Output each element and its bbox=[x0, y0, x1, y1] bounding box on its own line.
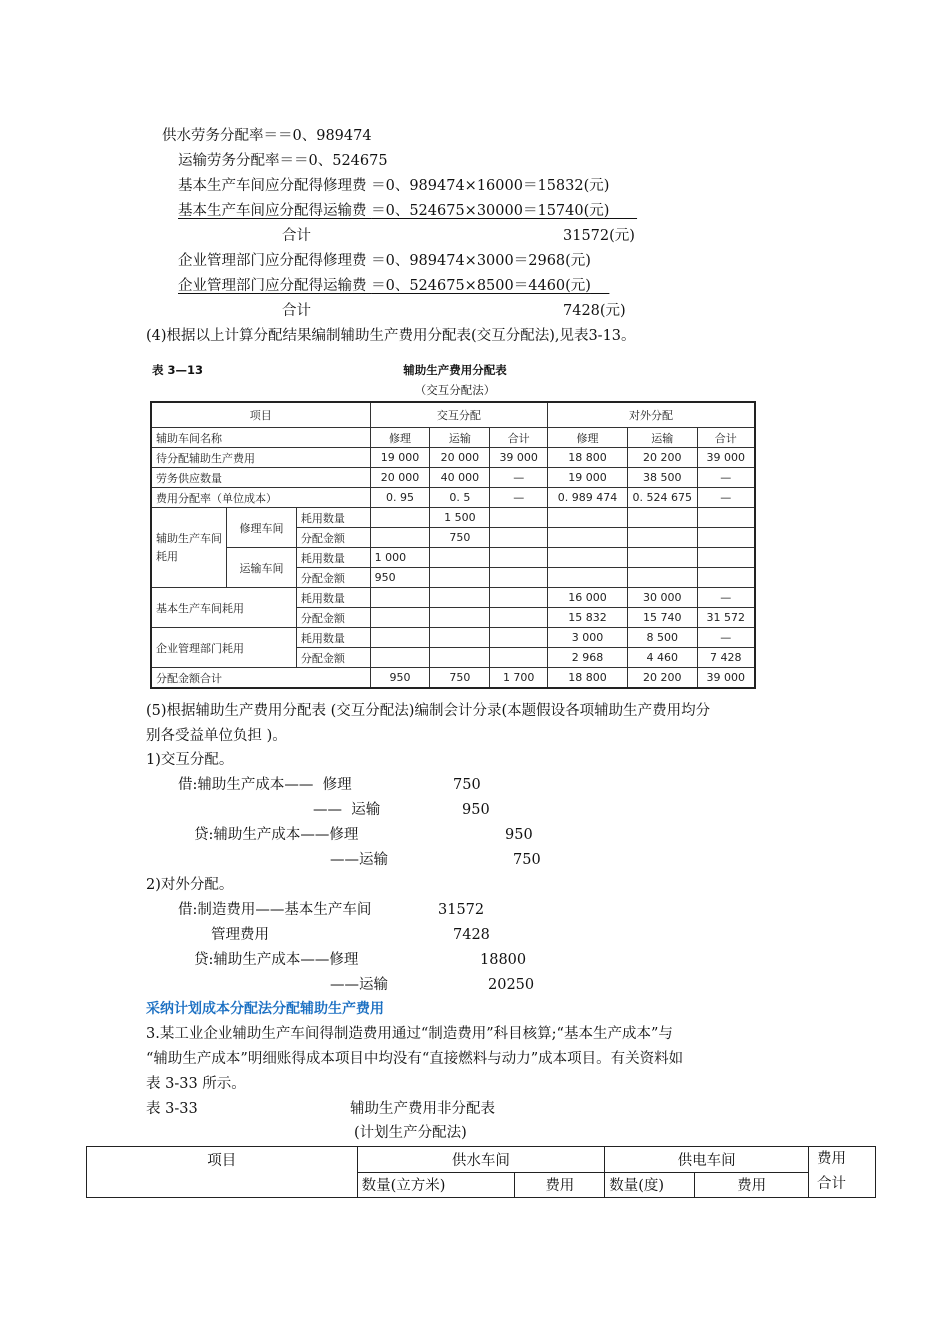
aux-label: 辅助生产车间耗用 bbox=[151, 508, 227, 588]
cell bbox=[370, 528, 430, 548]
debit-manufacturing-value: 31572 bbox=[438, 902, 485, 918]
table-row bbox=[151, 628, 755, 648]
cell bbox=[490, 588, 548, 608]
credit-transport-ext-value: 20250 bbox=[488, 977, 535, 993]
cell bbox=[490, 528, 548, 548]
cell: 18 800 bbox=[548, 668, 628, 689]
cell bbox=[548, 548, 628, 568]
cell: 耗用数量 bbox=[296, 628, 370, 648]
t33-total bbox=[809, 1147, 876, 1198]
mgmt-repair-line bbox=[178, 251, 591, 271]
cell bbox=[697, 548, 755, 568]
cell bbox=[627, 568, 697, 588]
cell: 分配金额合计 bbox=[151, 668, 370, 689]
cell: 0. 989 474 bbox=[548, 488, 628, 508]
basic-repair-label: 基本生产车间应分配得修理费 bbox=[178, 178, 367, 194]
cell bbox=[627, 548, 697, 568]
cell: 分配金额 bbox=[296, 528, 370, 548]
cell: 15 832 bbox=[548, 608, 628, 628]
total1-value: 31572(元) bbox=[563, 228, 635, 244]
cell: 2 968 bbox=[548, 648, 628, 668]
credit-repair: 贷:辅助生产成本——修理 bbox=[194, 827, 359, 843]
cell: 修理 bbox=[548, 428, 628, 448]
cell: — bbox=[490, 468, 548, 488]
cell: 39 000 bbox=[697, 448, 755, 468]
total2-value: 7428(元) bbox=[563, 303, 626, 319]
basic-repair-line bbox=[178, 176, 609, 196]
transport-rate-line: 运输劳务分配率＝＝0、524675 bbox=[178, 153, 388, 169]
transport-shop-label: 运输车间 bbox=[227, 548, 297, 588]
cell bbox=[370, 648, 430, 668]
cell: 750 bbox=[430, 528, 490, 548]
cell: 0. 5 bbox=[430, 488, 490, 508]
cell: 耗用数量 bbox=[296, 508, 370, 528]
cell bbox=[490, 508, 548, 528]
debit-manufacturing: 借:制造费用——基本生产车间 bbox=[178, 902, 372, 918]
cell: 20 000 bbox=[370, 468, 430, 488]
table-row bbox=[151, 428, 755, 448]
table-3-13-title: 辅助生产费用分配表 bbox=[403, 363, 507, 377]
section-para-line1: 3.某工业企业辅助生产车间得制造费用通过“制造费用”科目核算;“基本生产成本”与 bbox=[146, 1026, 673, 1042]
allocation-table bbox=[150, 401, 756, 689]
mgmt-repair-value: ＝0、989474×3000＝2968(元) bbox=[371, 253, 591, 269]
cell: 耗用数量 bbox=[296, 588, 370, 608]
section-heading: 采纳计划成本分配法分配辅助生产费用 bbox=[146, 1001, 384, 1017]
mgmt-transport-value: ＝0、524675×8500＝4460(元) bbox=[371, 278, 591, 294]
cell bbox=[370, 508, 430, 528]
t33-total-b: 合计 bbox=[817, 1176, 847, 1192]
cell bbox=[490, 648, 548, 668]
t33-power-cost: 费用 bbox=[695, 1172, 809, 1198]
cell: — bbox=[697, 588, 755, 608]
cell: 19 000 bbox=[548, 468, 628, 488]
table-row bbox=[151, 448, 755, 468]
cell: — bbox=[697, 488, 755, 508]
cell: 3 000 bbox=[548, 628, 628, 648]
basic-label: 基本生产车间耗用 bbox=[151, 588, 296, 628]
cell: 修理 bbox=[370, 428, 430, 448]
cell: 1 000 bbox=[370, 548, 430, 568]
t33-power-qty: 数量(度) bbox=[605, 1172, 695, 1198]
cell bbox=[548, 568, 628, 588]
mgmt-transport-label: 企业管理部门应分配得运输费 bbox=[178, 278, 367, 294]
step5-line2: 别各受益单位负担 )。 bbox=[146, 728, 287, 744]
cell: 分配金额 bbox=[296, 608, 370, 628]
table-3-13-subtitle: （交互分配法） bbox=[414, 383, 496, 397]
cell bbox=[490, 568, 548, 588]
t33-item: 项目 bbox=[87, 1147, 358, 1198]
basic-repair-value: ＝0、989474×16000＝15832(元) bbox=[371, 178, 610, 194]
cell bbox=[490, 628, 548, 648]
cell bbox=[370, 588, 430, 608]
cell bbox=[430, 548, 490, 568]
t33-water: 供水车间 bbox=[357, 1147, 605, 1173]
mgmt-label: 企业管理部门耗用 bbox=[151, 628, 296, 668]
cell bbox=[627, 508, 697, 528]
cell: 合计 bbox=[490, 428, 548, 448]
debit-repair-value: 750 bbox=[453, 777, 481, 793]
cell: 耗用数量 bbox=[296, 548, 370, 568]
t33-power: 供电车间 bbox=[605, 1147, 809, 1173]
debit-transport: —— 运输 bbox=[313, 802, 381, 818]
table-row bbox=[151, 402, 755, 428]
cell: 20 000 bbox=[430, 448, 490, 468]
credit-repair-ext-value: 18800 bbox=[480, 952, 527, 968]
t33-total-a: 费用 bbox=[817, 1151, 847, 1167]
step4-text: (4)根据以上计算分配结果编制辅助生产费用分配表(交互分配法),见表3-13。 bbox=[146, 328, 636, 344]
table-row bbox=[151, 468, 755, 488]
cell: 30 000 bbox=[627, 588, 697, 608]
credit-transport-ext: ——运输 bbox=[330, 977, 388, 993]
cell: 950 bbox=[370, 568, 430, 588]
step5-line1: (5)根据辅助生产费用分配表 (交互分配法)编制会计分录(本题假设各项辅助生产费用均分 bbox=[146, 703, 711, 719]
table-3-13 bbox=[150, 358, 760, 685]
cell: 1 700 bbox=[490, 668, 548, 689]
debit-admin-value: 7428 bbox=[453, 927, 490, 943]
cell: 20 200 bbox=[627, 448, 697, 468]
cell: 4 460 bbox=[627, 648, 697, 668]
table-3-33-number: 表 3-33 bbox=[146, 1101, 198, 1117]
mutual-heading: 1)交互分配。 bbox=[146, 752, 234, 768]
debit-repair: 借:辅助生产成本—— 修理 bbox=[178, 777, 352, 793]
cell: 合计 bbox=[697, 428, 755, 448]
cell: 750 bbox=[430, 668, 490, 689]
section-para-line3: 表 3-33 所示。 bbox=[146, 1076, 246, 1092]
cell bbox=[430, 648, 490, 668]
cell bbox=[548, 528, 628, 548]
cell: 1 500 bbox=[430, 508, 490, 528]
cell: 19 000 bbox=[370, 448, 430, 468]
cell: — bbox=[697, 628, 755, 648]
mgmt-transport-line bbox=[178, 276, 609, 296]
t33-water-qty: 数量(立方米) bbox=[357, 1172, 515, 1198]
basic-transport-value: ＝0、524675×30000＝15740(元) bbox=[371, 203, 610, 219]
basic-transport-label: 基本生产车间应分配得运输费 bbox=[178, 203, 367, 219]
cell: 20 200 bbox=[627, 668, 697, 689]
section-para-line2: “辅助生产成本”明细账得成本项目中均没有“直接燃料与动力”成本项目。有关资料如 bbox=[146, 1051, 684, 1067]
cell: 辅助车间名称 bbox=[151, 428, 370, 448]
cell: 40 000 bbox=[430, 468, 490, 488]
cell: 0. 95 bbox=[370, 488, 430, 508]
credit-transport: ——运输 bbox=[330, 852, 388, 868]
table-row bbox=[87, 1147, 876, 1173]
cell: 分配金额 bbox=[296, 648, 370, 668]
cell bbox=[697, 528, 755, 548]
cell bbox=[430, 568, 490, 588]
table-row bbox=[151, 508, 755, 528]
credit-repair-value: 950 bbox=[505, 827, 533, 843]
basic-transport-line bbox=[178, 201, 637, 221]
cell bbox=[430, 588, 490, 608]
debit-transport-value: 950 bbox=[462, 802, 490, 818]
mgmt-repair-label: 企业管理部门应分配得修理费 bbox=[178, 253, 367, 269]
table-3-33 bbox=[86, 1146, 876, 1198]
cell bbox=[370, 608, 430, 628]
table-row bbox=[151, 668, 755, 689]
cell: 39 000 bbox=[697, 668, 755, 689]
table-row bbox=[151, 488, 755, 508]
t33-water-cost: 费用 bbox=[515, 1172, 605, 1198]
table-row bbox=[151, 548, 755, 568]
cell: 分配金额 bbox=[296, 568, 370, 588]
cell bbox=[490, 608, 548, 628]
cell: 38 500 bbox=[627, 468, 697, 488]
cell bbox=[490, 548, 548, 568]
repair-shop-label: 修理车间 bbox=[227, 508, 297, 548]
cell bbox=[430, 628, 490, 648]
cell: 15 740 bbox=[627, 608, 697, 628]
table-3-13-caption bbox=[150, 358, 760, 400]
cell: 运输 bbox=[430, 428, 490, 448]
header-mutual: 交互分配 bbox=[370, 402, 548, 428]
cell: — bbox=[697, 468, 755, 488]
water-rate-line: 供水劳务分配率＝＝0、989474 bbox=[162, 128, 372, 144]
table-3-33-title: 辅助生产费用非分配表 bbox=[350, 1101, 495, 1117]
cell bbox=[370, 628, 430, 648]
header-external: 对外分配 bbox=[548, 402, 755, 428]
cell bbox=[548, 508, 628, 528]
cell: 950 bbox=[370, 668, 430, 689]
table-row bbox=[151, 588, 755, 608]
cell: 0. 524 675 bbox=[627, 488, 697, 508]
cell: 39 000 bbox=[490, 448, 548, 468]
cell bbox=[697, 508, 755, 528]
header-item: 项目 bbox=[151, 402, 370, 428]
credit-transport-value: 750 bbox=[513, 852, 541, 868]
cell: 劳务供应数量 bbox=[151, 468, 370, 488]
external-heading: 2)对外分配。 bbox=[146, 877, 234, 893]
cell bbox=[430, 608, 490, 628]
debit-admin: 管理费用 bbox=[211, 927, 269, 943]
total1-label: 合计 bbox=[282, 228, 311, 244]
cell: 8 500 bbox=[627, 628, 697, 648]
cell: 18 800 bbox=[548, 448, 628, 468]
total2-label: 合计 bbox=[282, 303, 311, 319]
cell: 16 000 bbox=[548, 588, 628, 608]
table-3-33-subtitle: (计划生产分配法) bbox=[354, 1125, 467, 1141]
cell: — bbox=[490, 488, 548, 508]
cell: 待分配辅助生产费用 bbox=[151, 448, 370, 468]
cell bbox=[697, 568, 755, 588]
cell: 31 572 bbox=[697, 608, 755, 628]
credit-repair-ext: 贷:辅助生产成本——修理 bbox=[194, 952, 359, 968]
table-3-13-number: 表 3—13 bbox=[152, 363, 204, 377]
cell: 7 428 bbox=[697, 648, 755, 668]
cell bbox=[627, 528, 697, 548]
cell: 费用分配率（单位成本） bbox=[151, 488, 370, 508]
cell: 运输 bbox=[627, 428, 697, 448]
